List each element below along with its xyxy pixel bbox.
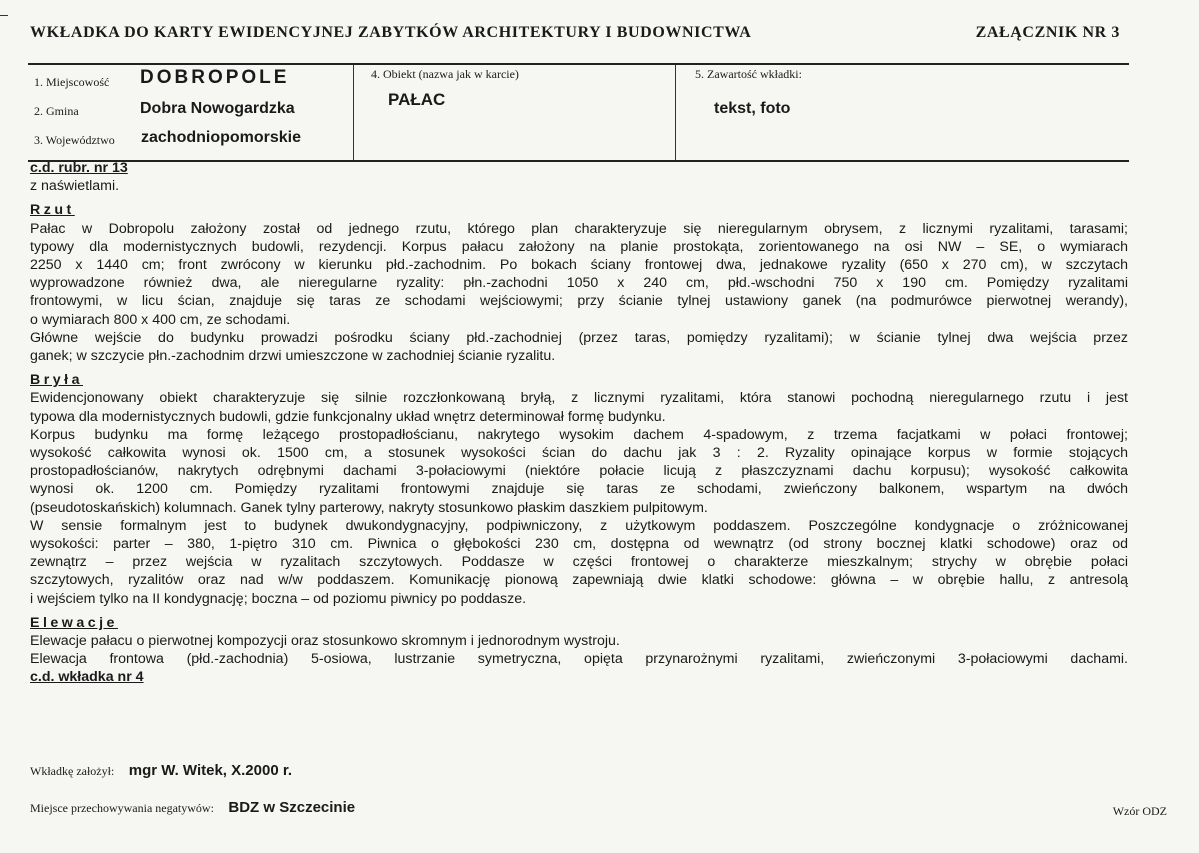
text-line: typowy dla modernistycznych budowli, rezydencji. Korpus pałacu założony na planie prostokąta, zorientowanego na osi NW – SE, o wymiarach	[30, 238, 1128, 255]
location-column	[28, 65, 353, 160]
text-line: wysokość całkowita wynosi ok. 1500 cm, a stosunek wysokości ścian do dachu jak 3 : 2. Ryzality opinające korpus w formie stojących	[30, 445, 1128, 462]
document-body	[30, 159, 1128, 687]
voivodeship-label: 3. Województwo	[34, 133, 115, 147]
section-rzut	[30, 220, 1128, 366]
intro-line: z naświetlami.	[30, 178, 120, 195]
locality-label: 1. Miejscowość	[34, 75, 110, 89]
text-line: szczytowych, ryzalitów oraz nad w/w poddaszem. Komunikację pionową zapewniają dwie klatki schodowe: główna – w obrębie hallu, z antresolą	[30, 572, 1128, 589]
annex-number: ZAŁĄCZNIK NR 3	[975, 24, 1120, 41]
text-line: ganek; w szczycie płn.-zachodnim drzwi umieszczone w zachodniej ścianie ryzalitu.	[30, 348, 556, 365]
contents-column	[675, 65, 1130, 160]
text-line: zewnątrz – przez wejścia w ryzalitach szczytowych. Poddasze w części frontowej o charakterze mieszkalnym; strychy w obrębie połaci	[30, 554, 1128, 571]
commune-value: Dobra Nowogardzka	[140, 100, 295, 117]
text-line: wysokości: parter – 380, 1-piętro 310 cm. Piwnica o głębokości 230 cm, dostępna od wewnątrz (od strony bocznej klatki schodowe) oraz od	[30, 536, 1128, 553]
object-column	[353, 65, 676, 160]
negatives-row	[30, 799, 1129, 817]
text-line: Ewidencjonowany obiekt charakteryzuje się silnie rozczłonkowaną bryłą, z licznymi ryzalitami, która stanowi pochodną nieregularnego rzutu i jest	[30, 390, 1128, 407]
locality-value: DOBROPOLE	[140, 67, 290, 88]
contents-value: tekst, foto	[714, 100, 791, 117]
object-label: 4. Obiekt (nazwa jak w karcie)	[371, 67, 519, 81]
section-elewacje	[30, 632, 1128, 668]
text-line: Elewacje pałacu o pierwotnej kompozycji oraz stosunkowo skromnym i jednorodnym wystroju.	[30, 633, 620, 650]
identification-box	[28, 63, 1129, 162]
form-template-label: Wzór ODZ	[1112, 804, 1167, 818]
text-line: (pseudotoskańskich) kolumnach. Ganek tylny parterowy, nakryty stosunkowo płaskim daszkiem pulpitowym.	[30, 499, 708, 516]
created-by-value: mgr W. Witek, X.2000 r.	[128, 762, 293, 779]
contents-label: 5. Zawartość wkładki:	[695, 67, 802, 81]
text-line: typowa dla modernistycznych budowli, gdzie funkcjonalny układ wnętrz determinował formę budynku.	[30, 408, 666, 425]
text-line: wyprowadzone również dwa, ale nieregularne ryzality: płn.-zachodni 1050 x 240 cm, płd.-wschodni 750 x 190 cm. Pomiędzy ryzalitami	[30, 275, 1128, 292]
section-heading-elewacje: Elewacje	[30, 614, 118, 631]
scan-tick-mark	[0, 15, 8, 16]
form-title: WKŁADKA DO KARTY EWIDENCYJNEJ ZABYTKÓW ARCHITEKTURY I BUDOWNICTWA	[30, 24, 752, 41]
text-line: o wymiarach 800 x 400 cm, ze schodami.	[30, 311, 291, 328]
text-line: Główne wejście do budynku prowadzi pośrodku ściany płd.-zachodniej (przez taras, pomiędzy ryzalitami); w ścianie tylnej dwa wejścia przez	[30, 329, 1128, 346]
negatives-label: Miejsce przechowywania negatywów:	[30, 801, 214, 815]
text-line: prostopadłościanów, nakrytych odrębnymi dachami 3-połaciowymi (niektóre połacie licują z płaszczyznami dachu korpusu); wysokość całkowita	[30, 463, 1128, 480]
continuation-top: c.d. rubr. nr 13	[30, 160, 128, 176]
created-by-row	[30, 762, 1129, 780]
section-bryla	[30, 389, 1128, 607]
text-line: 2250 x 1440 cm; front zwrócony w kierunku płd.-zachodnim. Po bokach ściany frontowej dwa, jednakowe ryzality (650 x 270 cm), w szczytach	[30, 257, 1128, 274]
object-value: PAŁAC	[388, 90, 446, 109]
negatives-value: BDZ w Szczecinie	[228, 799, 356, 816]
section-heading-bryla: Bryła	[30, 372, 83, 389]
continuation-bottom: c.d. wkładka nr 4	[30, 669, 144, 686]
text-line: Pałac w Dobropolu założony został od jednego rzutu, którego plan charakteryzuje się nieregularnym obrysem, z licznymi ryzalitami, tarasami;	[30, 220, 1128, 237]
text-line: i wejściem tylko na II kondygnację; boczna – od poziomu piwnicy po poddasze.	[30, 590, 527, 607]
text-line: Korpus budynku ma formę leżącego prostopadłościanu, nakrytego wysokim dachem 4-spadowym, z trzema facjatkami w połaci frontowej;	[30, 426, 1128, 443]
text-line: wynosi ok. 1200 cm. Pomiędzy ryzalitami frontowymi znajduje się taras ze schodami, zwieńczony balkonem, wspartym na dwóch	[30, 481, 1128, 498]
voivodeship-value: zachodniopomorskie	[141, 129, 302, 146]
created-by-label: Wkładkę założył:	[30, 764, 115, 778]
text-line: W sensie formalnym jest to budynek dwukondygnacyjny, podpiwniczony, z użytkowym poddaszem. Poszczególne kondygnacje o zróżnicowanej	[30, 517, 1128, 534]
text-line: frontowymi, w licu ścian, znajduje się taras ze schodami wejściowymi; przy ścianie tylnej ustawiony ganek (na podmurówce pierwotnej werandy),	[30, 293, 1128, 310]
text-line: Elewacja frontowa (płd.-zachodnia) 5-osiowa, lustrzanie symetryczna, opięta przynarożnymi ryzalitami, zwieńczonymi 3-połaciowymi dachami.	[30, 651, 1128, 668]
page-header	[30, 24, 1120, 48]
section-heading-rzut: Rzut	[30, 202, 75, 219]
commune-label: 2. Gmina	[34, 104, 79, 118]
